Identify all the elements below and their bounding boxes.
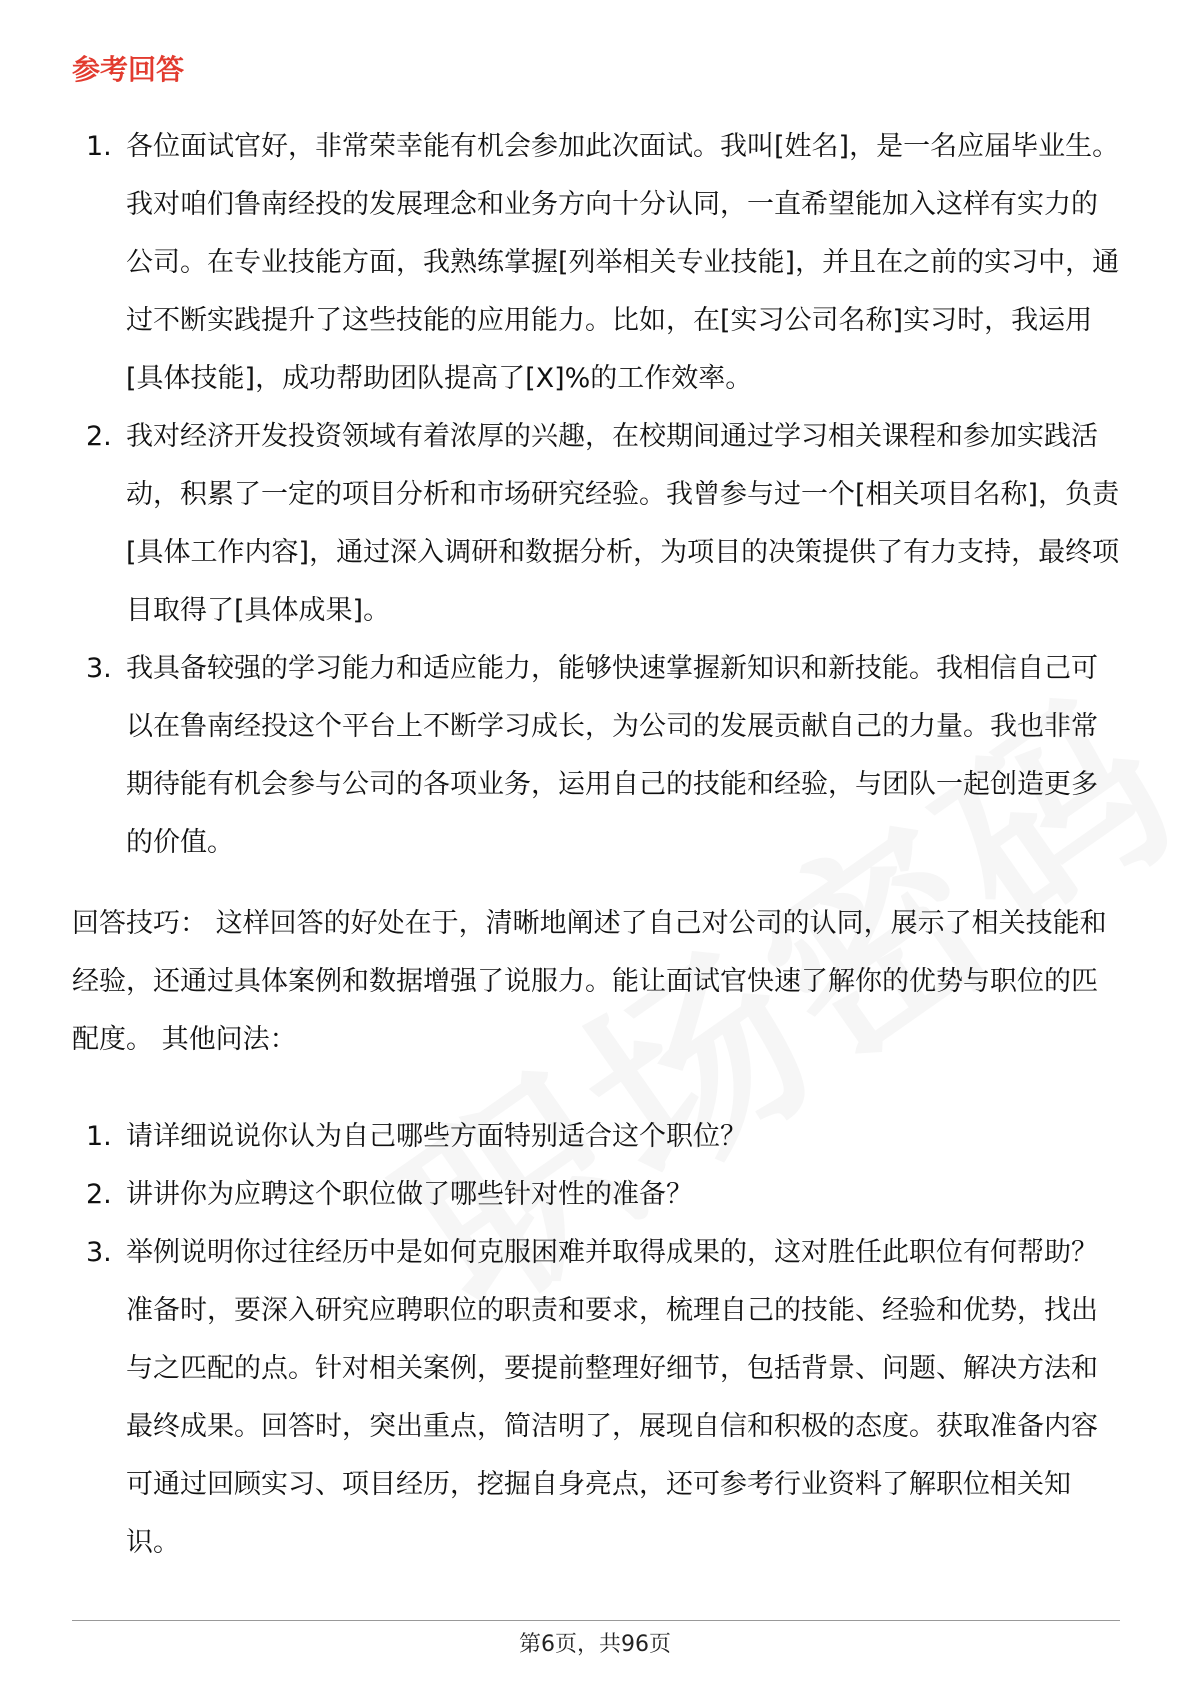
answer-item-number: 1. xyxy=(86,131,112,162)
other-question-number: 3. xyxy=(86,1237,112,1268)
footer-divider xyxy=(72,1620,1120,1621)
other-question-number: 1. xyxy=(86,1121,112,1152)
other-question-text: 举例说明你过往经历中是如何克服困难并取得成果的，这对胜任此职位有何帮助？ 准备时，要深入研究应聘职位的职责和要求，梳理自己的技能、经验和优势，找出与之匹配的点。针对相关案例，要提前整理好细节，包括背景、问题、解决方法和最终成果。回答时，突出重点，简洁明了，展现自信和积极的态度。获取准备内容可通过回顾实习、项目经历，挖掘自身亮点，还可参考行业资料了解职位相关知识。 xyxy=(126,1237,1098,1558)
answer-item-text: 各位面试官好，非常荣幸能有机会参加此次面试。我叫[姓名]，是一名应届毕业生。我对咱们鲁南经投的发展理念和业务方向十分认同，一直希望能加入这样有实力的公司。在专业技能方面，我熟练掌握[列举相关专业技能]，并且在之前的实习中，通过不断实践提升了这些技能的应用能力。比如，在[实习公司名称]实习时，我运用[具体技能]，成功帮助团队提高了[X]%的工作效率。 xyxy=(126,131,1120,394)
answer-item-text: 我对经济开发投资领域有着浓厚的兴趣，在校期间通过学习相关课程和参加实践活动，积累了一定的项目分析和市场研究经验。我曾参与过一个[相关项目名称]，负责[具体工作内容]，通过深入调研和数据分析，为项目的决策提供了有力支持，最终项目取得了[具体成果]。 xyxy=(126,421,1120,626)
answer-item-text: 我具备较强的学习能力和适应能力，能够快速掌握新知识和新技能。我相信自己可以在鲁南经投这个平台上不断学习成长，为公司的发展贡献自己的力量。我也非常期待能有机会参与公司的各项业务，运用自己的技能和经验，与团队一起创造更多的价值。 xyxy=(126,653,1098,858)
answer-item-3 xyxy=(72,640,1120,872)
other-questions-list xyxy=(72,1108,1120,1572)
other-question-number: 2. xyxy=(86,1179,112,1210)
other-question-text: 讲讲你为应聘这个职位做了哪些针对性的准备？ xyxy=(126,1179,693,1210)
answer-item-number: 3. xyxy=(86,653,112,684)
answer-item-2 xyxy=(72,408,1120,640)
section-title: 参考回答 xyxy=(72,53,185,86)
answer-item-number: 2. xyxy=(86,421,112,452)
answer-list xyxy=(72,118,1120,872)
other-question-text: 请详细说说你认为自己哪些方面特别适合这个职位？ xyxy=(126,1121,747,1152)
answer-tips-paragraph: 回答技巧： 这样回答的好处在于，清晰地阐述了自己对公司的认同，展示了相关技能和经验，还通过具体案例和数据增强了说服力。能让面试官快速了解你的优势与职位的匹配度。 其他问法： xyxy=(72,908,1107,1055)
other-question-item-1 xyxy=(72,1108,1120,1166)
other-question-item-2 xyxy=(72,1166,1120,1224)
other-question-item-3 xyxy=(72,1224,1120,1572)
answer-item-1 xyxy=(72,118,1120,408)
page-footer: 第6页，共96页 xyxy=(519,1632,671,1657)
